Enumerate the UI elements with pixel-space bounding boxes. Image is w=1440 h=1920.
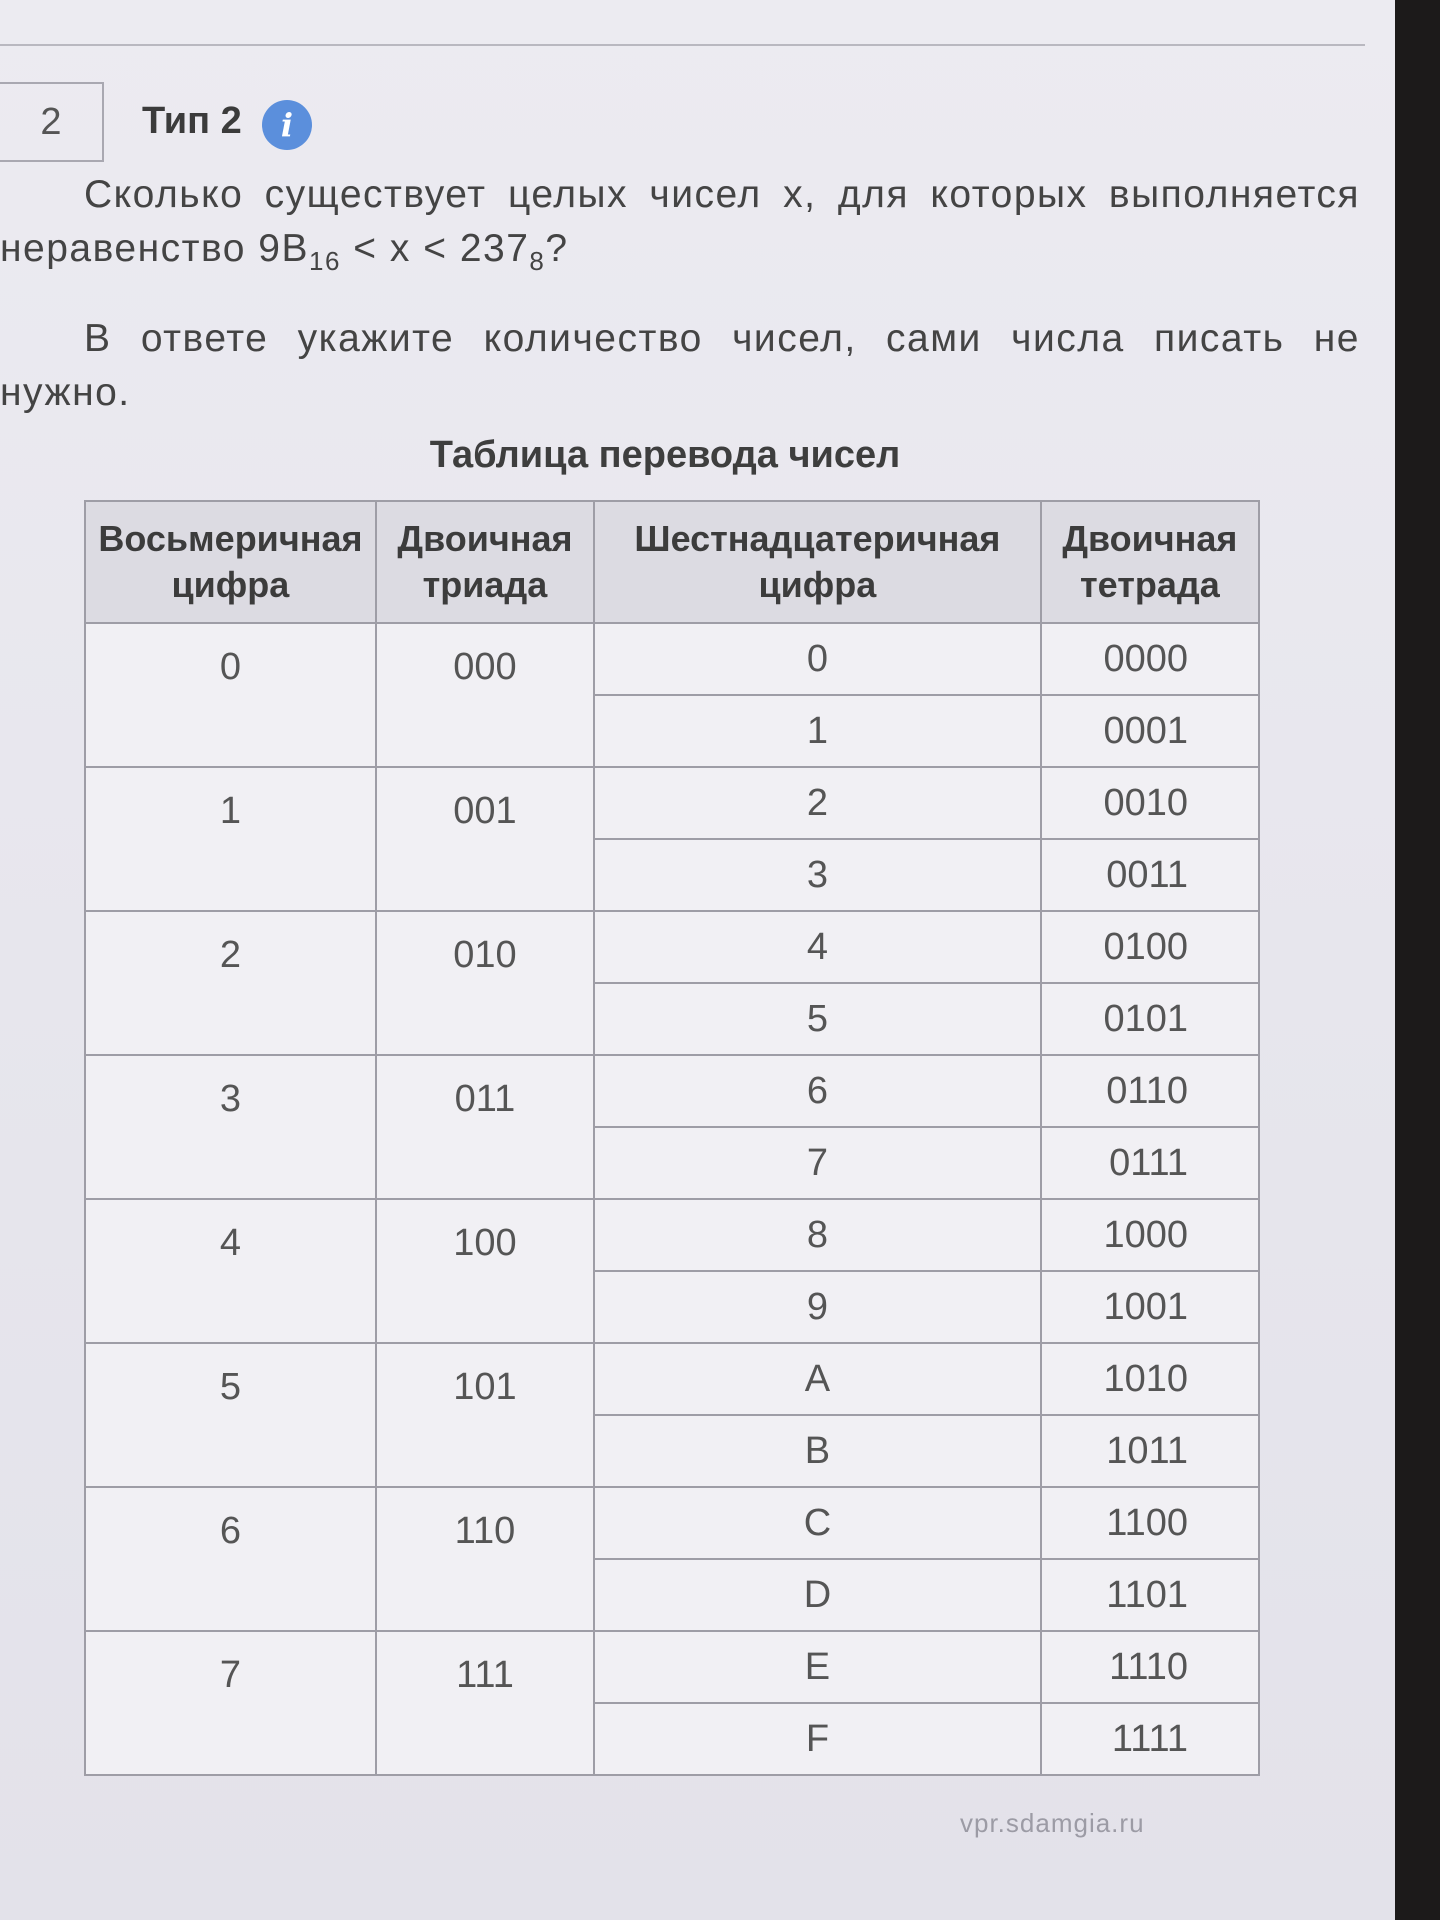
octal-digit-cell: 5 xyxy=(85,1343,376,1487)
table-row xyxy=(85,623,1259,695)
octal-digit-cell: 6 xyxy=(85,1487,376,1631)
table-row xyxy=(85,1055,1259,1127)
table-row xyxy=(85,1631,1259,1703)
octal-digit-cell: 0 xyxy=(85,623,376,767)
hex-digit-cell: B xyxy=(594,1415,1041,1487)
header-binary-triad: Двоичная триада xyxy=(376,501,594,623)
top-divider xyxy=(0,44,1365,46)
octal-digit-cell: 7 xyxy=(85,1631,376,1775)
hex-digit-cell: C xyxy=(594,1487,1041,1559)
binary-triad-cell: 010 xyxy=(376,911,594,1055)
binary-tetrad-cell: 1011 xyxy=(1041,1415,1259,1487)
binary-tetrad-cell: 0111 xyxy=(1041,1127,1259,1199)
hex-digit-cell: 6 xyxy=(594,1055,1041,1127)
hex-digit-cell: 2 xyxy=(594,767,1041,839)
binary-tetrad-cell: 0101 xyxy=(1041,983,1259,1055)
binary-tetrad-cell: 1101 xyxy=(1041,1559,1259,1631)
hex-digit-cell: 3 xyxy=(594,839,1041,911)
binary-tetrad-cell: 0011 xyxy=(1041,839,1259,911)
hex-digit-cell: E xyxy=(594,1631,1041,1703)
hex-digit-cell: A xyxy=(594,1343,1041,1415)
binary-tetrad-cell: 1000 xyxy=(1041,1199,1259,1271)
table-body xyxy=(85,623,1259,1775)
table-row xyxy=(85,1343,1259,1415)
binary-tetrad-cell: 0110 xyxy=(1041,1055,1259,1127)
binary-triad-cell: 000 xyxy=(376,623,594,767)
binary-tetrad-cell: 0010 xyxy=(1041,767,1259,839)
binary-triad-cell: 100 xyxy=(376,1199,594,1343)
binary-tetrad-cell: 0001 xyxy=(1041,695,1259,767)
hex-digit-cell: 9 xyxy=(594,1271,1041,1343)
question-line-1: Сколько существует целых чисел x, для которых выполняется неравенство $9B_{16} < x < 237_8$? xyxy=(0,173,1360,276)
watermark-text: vpr.sdamgia.ru xyxy=(960,1808,1145,1838)
binary-tetrad-cell: 1111 xyxy=(1041,1703,1259,1775)
info-icon[interactable]: i xyxy=(262,100,312,150)
question-line-2: В ответе укажите количество чисел, сами числа писать не нужно. xyxy=(0,316,1360,414)
task-type-label: Тип 2 xyxy=(142,100,242,142)
binary-tetrad-cell: 0100 xyxy=(1041,911,1259,983)
table-row xyxy=(85,911,1259,983)
binary-triad-cell: 111 xyxy=(376,1631,594,1775)
binary-triad-cell: 011 xyxy=(376,1055,594,1199)
octal-digit-cell: 4 xyxy=(85,1199,376,1343)
binary-tetrad-cell: 1001 xyxy=(1041,1271,1259,1343)
task-number-box: 2 xyxy=(0,82,104,162)
conversion-table xyxy=(84,500,1260,1776)
binary-triad-cell: 110 xyxy=(376,1487,594,1631)
binary-tetrad-cell: 0000 xyxy=(1041,623,1259,695)
hex-digit-cell: D xyxy=(594,1559,1041,1631)
header-octal-digit: Восьмеричная цифра xyxy=(85,501,376,623)
octal-digit-cell: 1 xyxy=(85,767,376,911)
table-row xyxy=(85,1487,1259,1559)
hex-digit-cell: 4 xyxy=(594,911,1041,983)
hex-digit-cell: 5 xyxy=(594,983,1041,1055)
octal-digit-cell: 3 xyxy=(85,1055,376,1199)
table-caption: Таблица перевода чисел xyxy=(429,434,901,476)
octal-digit-cell: 2 xyxy=(85,911,376,1055)
header-hex-digit: Шестнадцатеричная цифра xyxy=(594,501,1041,623)
question-text xyxy=(0,168,1360,444)
hex-digit-cell: 0 xyxy=(594,623,1041,695)
hex-digit-cell: 7 xyxy=(594,1127,1041,1199)
header-binary-tetrad: Двоичная тетрада xyxy=(1041,501,1259,623)
table-header-row xyxy=(85,501,1259,623)
binary-tetrad-cell: 1110 xyxy=(1041,1631,1259,1703)
binary-triad-cell: 101 xyxy=(376,1343,594,1487)
binary-triad-cell: 001 xyxy=(376,767,594,911)
hex-digit-cell: F xyxy=(594,1703,1041,1775)
table-row xyxy=(85,767,1259,839)
table-row xyxy=(85,1199,1259,1271)
binary-tetrad-cell: 1010 xyxy=(1041,1343,1259,1415)
hex-digit-cell: 8 xyxy=(594,1199,1041,1271)
binary-tetrad-cell: 1100 xyxy=(1041,1487,1259,1559)
hex-digit-cell: 1 xyxy=(594,695,1041,767)
